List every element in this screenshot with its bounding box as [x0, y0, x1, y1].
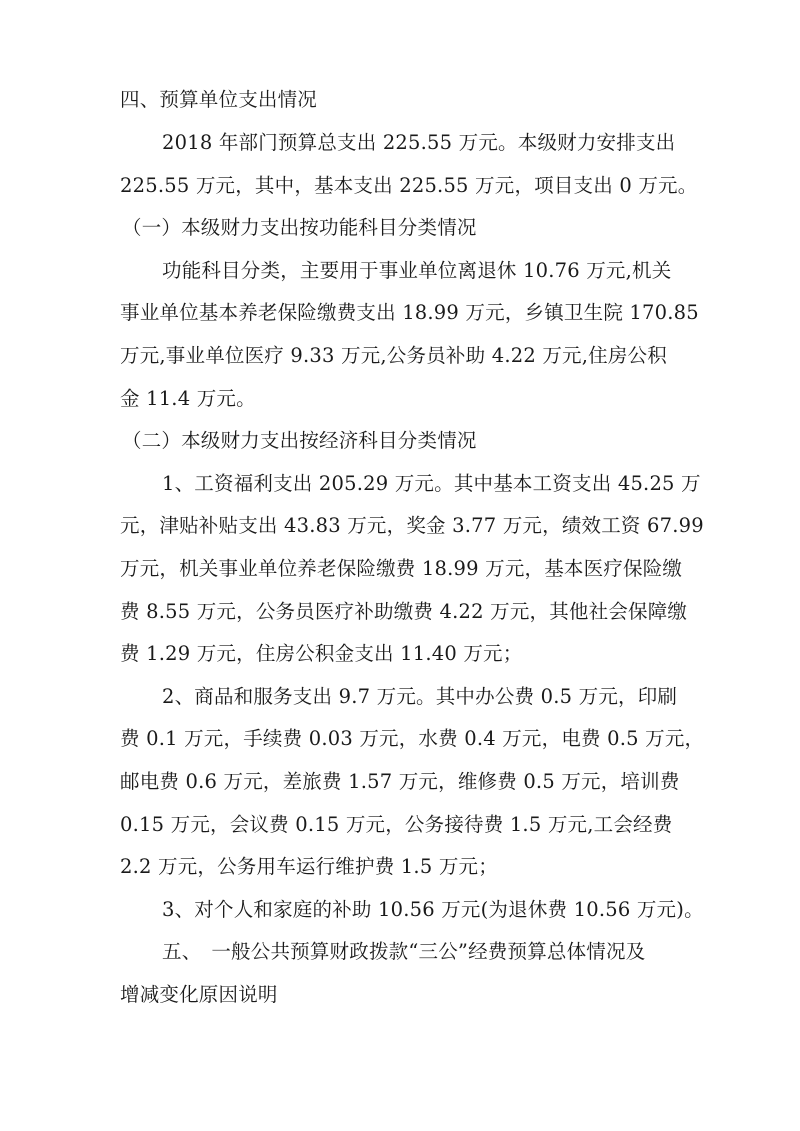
- wages-line-5: 费 1.29 万元，住房公积金支出 11.40 万元；: [120, 642, 523, 665]
- wages-line-4: 费 8.55 万元，公务员医疗补助缴费 4.22 万元，其他社会保障缴: [120, 600, 688, 623]
- section-heading-5-line-1: 五、 一般公共预算财政拨款“三公”经费预算总体情况及: [162, 940, 646, 963]
- functional-line-3: 万元,事业单位医疗 9.33 万元,公务员补助 4.22 万元,住房公积: [120, 344, 667, 367]
- subsidy-line: 3、对个人和家庭的补助 10.56 万元(为退休费 10.56 万元)。: [162, 898, 704, 921]
- subsection-heading-economic: （二）本级财力支出按经济科目分类情况: [122, 429, 477, 452]
- goods-services-line-4: 0.15 万元，会议费 0.15 万元，公务接待费 1.5 万元,工会经费: [120, 813, 673, 836]
- goods-services-line-2: 费 0.1 万元，手续费 0.03 万元，水费 0.4 万元，电费 0.5 万元，: [120, 727, 705, 750]
- subsection-heading-functional: （一）本级财力支出按功能科目分类情况: [122, 216, 477, 239]
- goods-services-line-1: 2、商品和服务支出 9.7 万元。其中办公费 0.5 万元，印刷: [162, 685, 678, 708]
- functional-line-2: 事业单位基本养老保险缴费支出 18.99 万元，乡镇卫生院 170.85: [120, 301, 699, 324]
- section-heading-5-line-2: 增减变化原因说明: [120, 983, 278, 1006]
- goods-services-line-5: 2.2 万元，公务用车运行维护费 1.5 万元；: [120, 855, 498, 878]
- functional-line-1: 功能科目分类，主要用于事业单位离退休 10.76 万元,机关: [162, 259, 672, 282]
- wages-line-2: 元，津贴补贴支出 43.83 万元，奖金 3.77 万元，绩效工资 67.99: [120, 514, 704, 537]
- total-expenditure-line-2: 225.55 万元，其中，基本支出 225.55 万元，项目支出 0 万元。: [120, 174, 698, 197]
- goods-services-line-3: 邮电费 0.6 万元，差旅费 1.57 万元，维修费 0.5 万元，培训费: [120, 770, 680, 793]
- section-heading-4: 四、预算单位支出情况: [120, 88, 318, 111]
- wages-line-3: 万元，机关事业单位养老保险缴费 18.99 万元，基本医疗保险缴: [120, 557, 683, 580]
- total-expenditure-line-1: 2018 年部门预算总支出 225.55 万元。本级财力安排支出: [162, 131, 676, 154]
- functional-line-4: 金 11.4 万元。: [120, 387, 256, 410]
- wages-line-1: 1、工资福利支出 205.29 万元。其中基本工资支出 45.25 万: [162, 472, 701, 495]
